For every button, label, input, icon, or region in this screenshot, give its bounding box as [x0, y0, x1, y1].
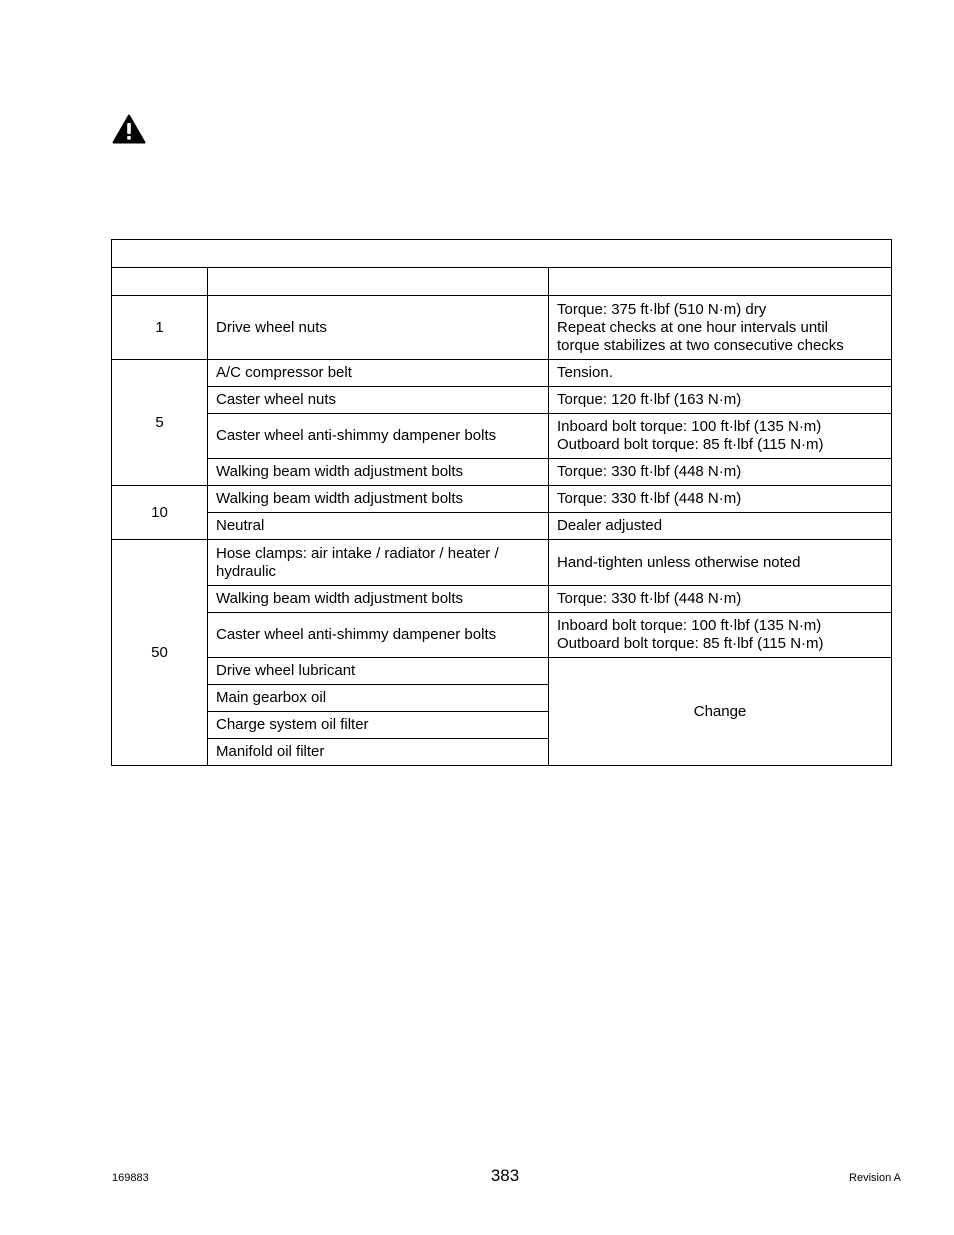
- page-number: 383: [490, 1166, 520, 1185]
- item-cell: Drive wheel nuts: [208, 296, 549, 360]
- item-cell: A/C compressor belt: [208, 360, 549, 387]
- table-row: [112, 387, 892, 414]
- spec-cell: Inboard bolt torque: 100 ft·lbf (135 N·m) Outboard bolt torque: 85 ft·lbf (115 N·m): [549, 414, 892, 459]
- table-row: [112, 414, 892, 459]
- spec-cell: Torque: 330 ft·lbf (448 N·m): [549, 459, 892, 486]
- spec-cell: Inboard bolt torque: 100 ft·lbf (135 N·m) Outboard bolt torque: 85 ft·lbf (115 N·m): [549, 613, 892, 658]
- item-cell: Manifold oil filter: [208, 739, 549, 766]
- interval-cell: 10: [112, 486, 208, 540]
- warning-triangle-icon: [112, 114, 146, 144]
- table-row: [112, 486, 892, 513]
- interval-cell: 1: [112, 296, 208, 360]
- interval-cell: 5: [112, 360, 208, 486]
- item-cell: Charge system oil filter: [208, 712, 549, 739]
- spec-cell: Tension.: [549, 360, 892, 387]
- spec-cell: Dealer adjusted: [549, 513, 892, 540]
- item-cell: Walking beam width adjustment bolts: [208, 586, 549, 613]
- item-cell: Hose clamps: air intake / radiator / heater / hydraulic: [208, 540, 549, 586]
- table-row: [112, 513, 892, 540]
- header-interval: [112, 268, 208, 296]
- item-cell: Caster wheel anti-shimmy dampener bolts: [208, 613, 549, 658]
- table-row: [112, 658, 892, 685]
- item-cell: Drive wheel lubricant: [208, 658, 549, 685]
- item-cell: Caster wheel anti-shimmy dampener bolts: [208, 414, 549, 459]
- interval-cell: 50: [112, 540, 208, 766]
- break-in-inspection-table: [111, 239, 892, 766]
- document-number: 169883: [112, 1172, 149, 1184]
- spec-cell-change: Change: [549, 658, 892, 766]
- table-header-row: [112, 268, 892, 296]
- item-cell: Main gearbox oil: [208, 685, 549, 712]
- revision-label: Revision A: [849, 1172, 901, 1184]
- table-row: [112, 296, 892, 360]
- item-cell: Walking beam width adjustment bolts: [208, 486, 549, 513]
- table-row: [112, 459, 892, 486]
- table-title-row: [112, 240, 892, 268]
- spec-cell: Torque: 120 ft·lbf (163 N·m): [549, 387, 892, 414]
- table-row: [112, 360, 892, 387]
- item-cell: Caster wheel nuts: [208, 387, 549, 414]
- item-cell: Neutral: [208, 513, 549, 540]
- header-item: [208, 268, 549, 296]
- table-row: [112, 613, 892, 658]
- table-title: [112, 240, 892, 268]
- table-row: [112, 586, 892, 613]
- spec-cell: Torque: 330 ft·lbf (448 N·m): [549, 586, 892, 613]
- table-row: [112, 540, 892, 586]
- spec-cell: Hand-tighten unless otherwise noted: [549, 540, 892, 586]
- spec-cell: Torque: 375 ft·lbf (510 N·m) dry Repeat checks at one hour intervals until torque stabilizes at two consecutive checks: [549, 296, 892, 360]
- item-cell: Walking beam width adjustment bolts: [208, 459, 549, 486]
- spec-cell: Torque: 330 ft·lbf (448 N·m): [549, 486, 892, 513]
- header-specification: [549, 268, 892, 296]
